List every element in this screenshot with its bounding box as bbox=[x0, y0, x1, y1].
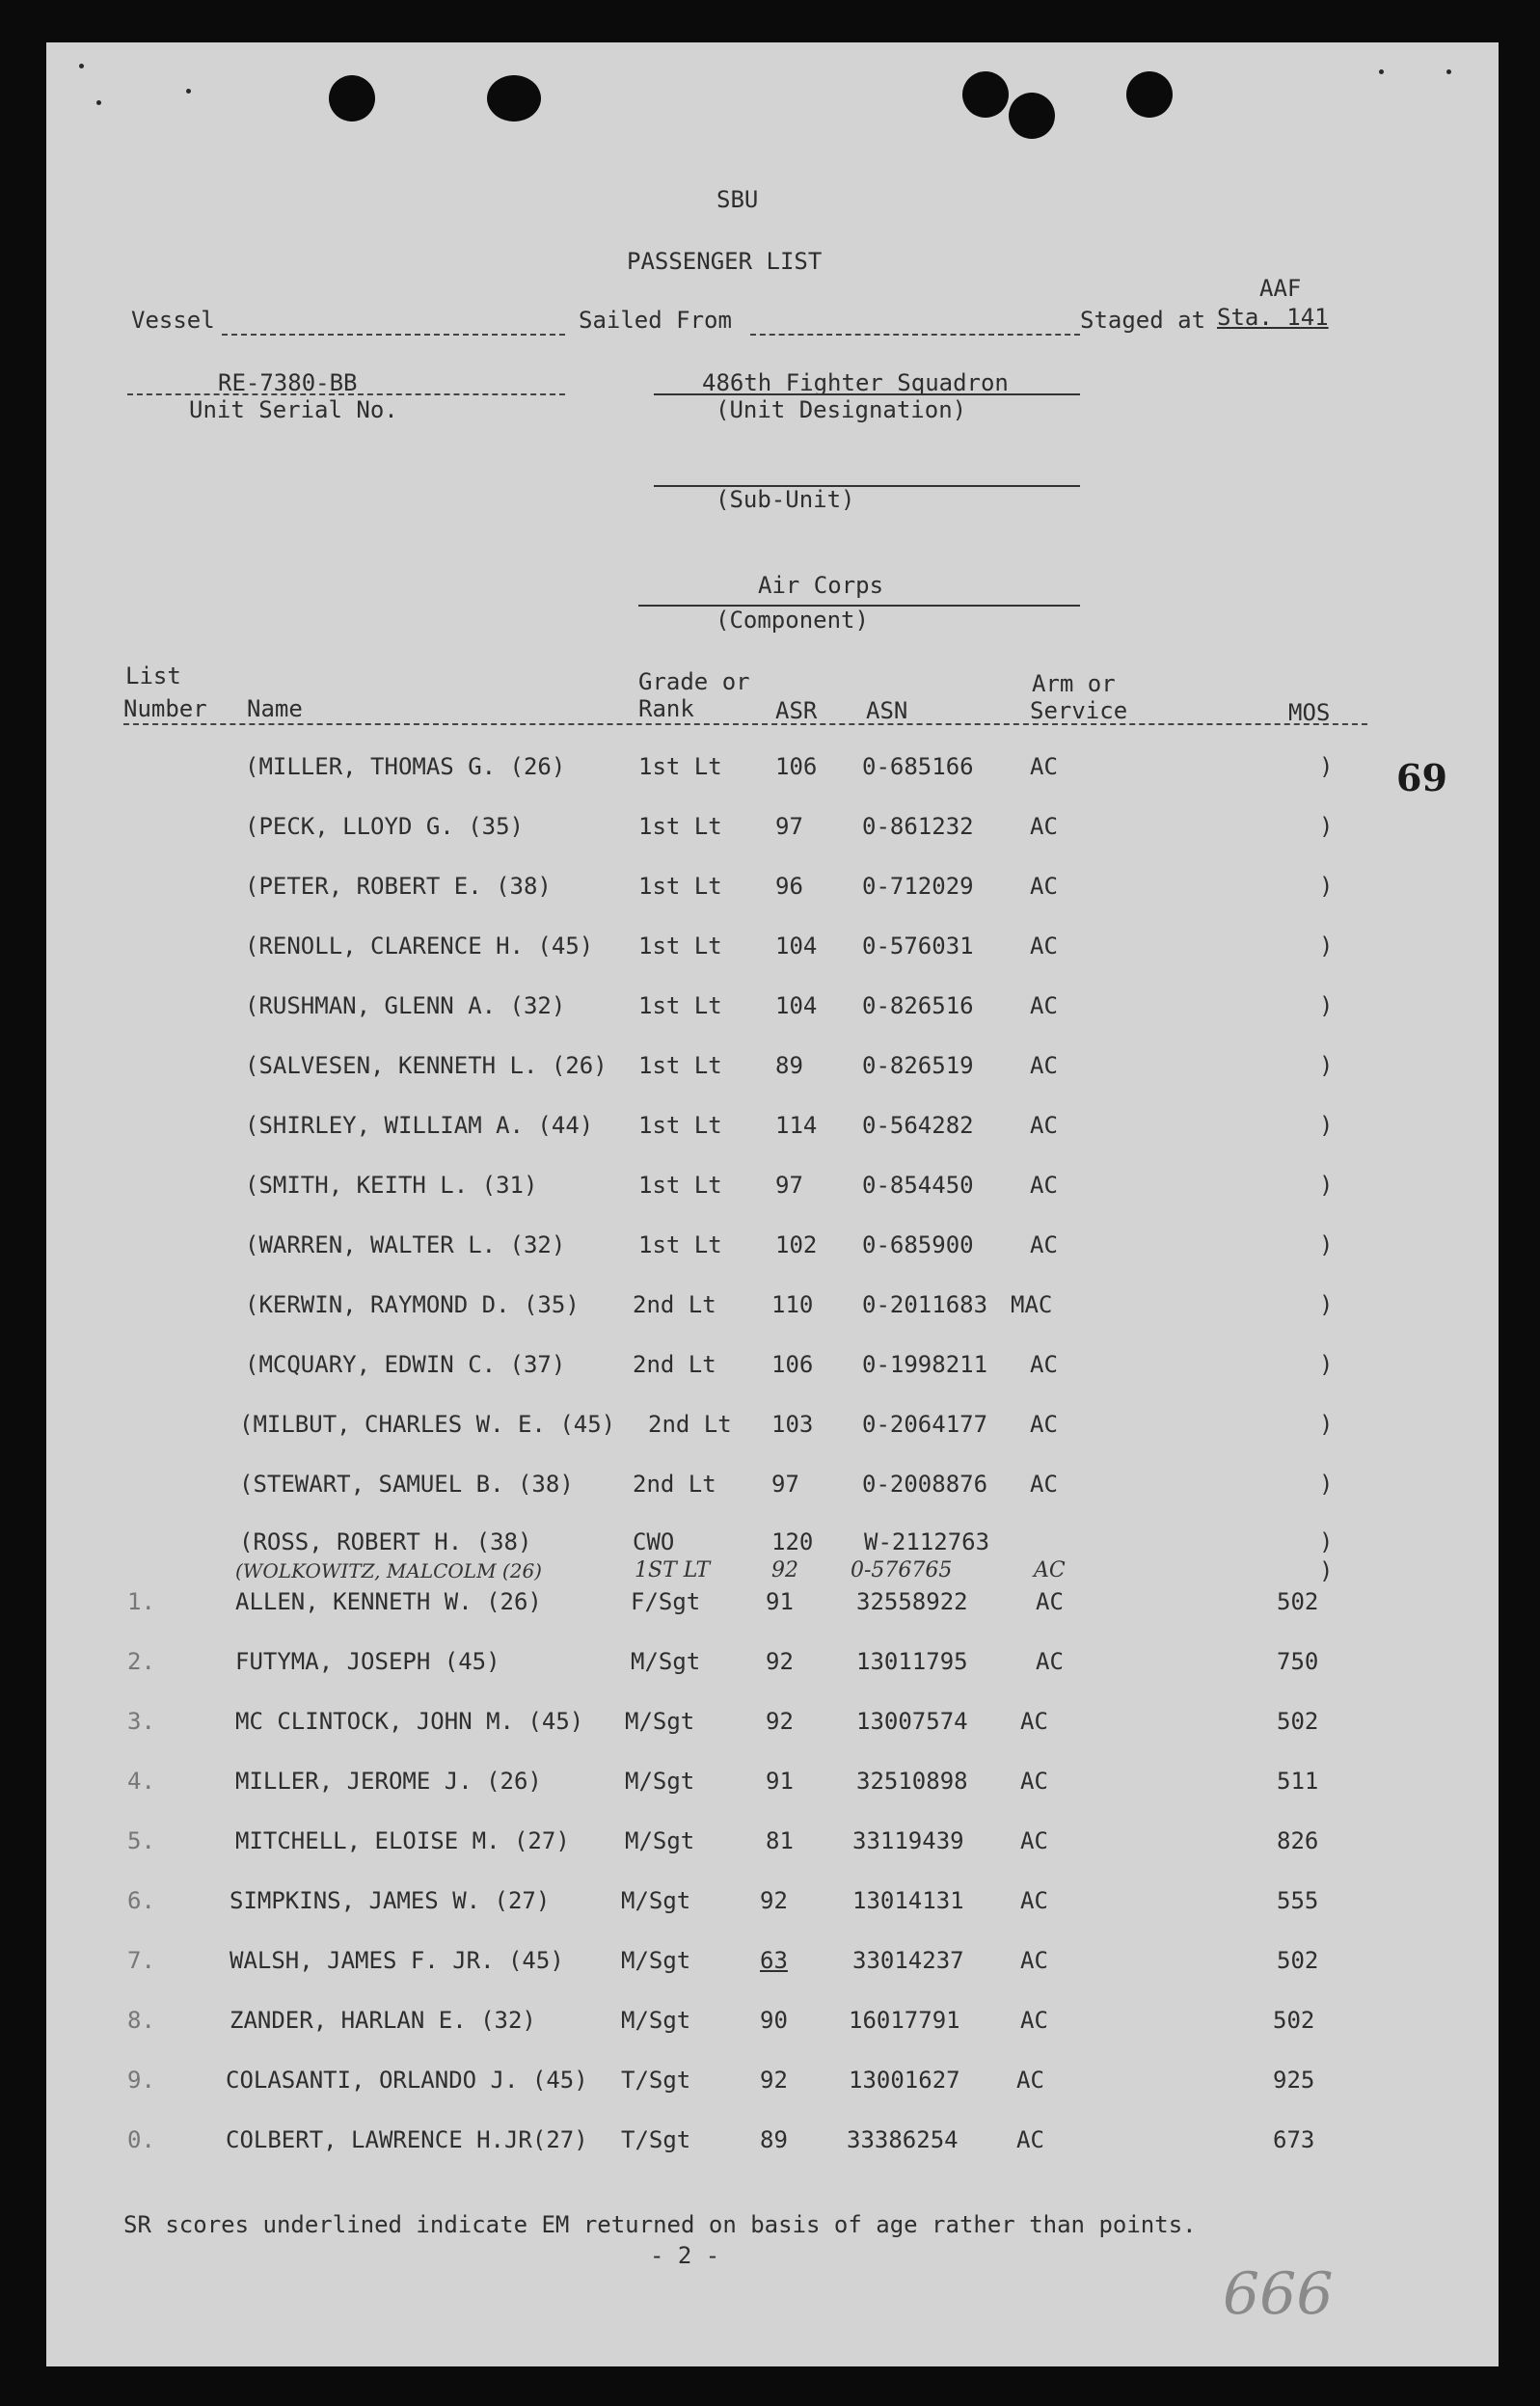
cell-asr: 96 bbox=[775, 873, 803, 900]
cell-asn: 13011795 bbox=[856, 1648, 968, 1675]
cell-name: (MCQUARY, EDWIN C. (37) bbox=[245, 1351, 566, 1378]
cell-arm: AC bbox=[1030, 873, 1058, 900]
cell-asr: 90 bbox=[760, 2007, 788, 2034]
cell-name: (ROSS, ROBERT H. (38) bbox=[239, 1528, 532, 1555]
cell-mos: ) bbox=[1319, 1291, 1334, 1318]
cell-asr: 97 bbox=[771, 1471, 799, 1498]
cell-name: (SALVESEN, KENNETH L. (26) bbox=[245, 1052, 608, 1079]
cell-arm: AC bbox=[1036, 1648, 1064, 1675]
cell-mos: ) bbox=[1319, 1411, 1334, 1438]
col-asr: ASR bbox=[775, 697, 818, 724]
punch-hole bbox=[1009, 93, 1055, 139]
cell-rank: CWO bbox=[633, 1528, 675, 1555]
col-service: Service bbox=[1030, 697, 1128, 724]
cell-name: (STEWART, SAMUEL B. (38) bbox=[239, 1471, 574, 1498]
cell-asn: 0-826519 bbox=[862, 1052, 974, 1079]
cell-asr: 92 bbox=[760, 1887, 788, 1914]
cell-name: (PETER, ROBERT E. (38) bbox=[245, 873, 552, 900]
staged-at-value: Sta. 141 bbox=[1217, 304, 1329, 331]
cell-arm: AC bbox=[1036, 1588, 1064, 1615]
page-marker: 69 bbox=[1396, 756, 1447, 799]
cell-name: (SMITH, KEITH L. (31) bbox=[245, 1172, 538, 1199]
cell-mos: ) bbox=[1319, 1557, 1334, 1584]
col-mos: MOS bbox=[1288, 699, 1331, 726]
table-row bbox=[46, 1111, 1499, 1146]
cell-asn: 0-854450 bbox=[862, 1172, 974, 1199]
cell-asn: 32558922 bbox=[856, 1588, 968, 1615]
cell-rank: 2nd Lt bbox=[633, 1351, 716, 1378]
cell-arm: AC bbox=[1030, 753, 1058, 780]
cell-rank: M/Sgt bbox=[625, 1768, 695, 1795]
cell-mos: ) bbox=[1319, 873, 1334, 900]
cell-rank: 1st Lt bbox=[638, 1052, 722, 1079]
cell-name: (MILLER, THOMAS G. (26) bbox=[245, 753, 566, 780]
table-row bbox=[46, 752, 1499, 787]
cell-asn: 0-685166 bbox=[862, 753, 974, 780]
cell-mos: ) bbox=[1319, 813, 1334, 840]
cell-mos: 502 bbox=[1277, 1947, 1319, 1974]
cell-rank: T/Sgt bbox=[621, 2126, 691, 2153]
cell-asn: 32510898 bbox=[856, 1768, 968, 1795]
document-page bbox=[46, 42, 1499, 2366]
cell-number: 7. bbox=[127, 1947, 155, 1974]
cell-asn: 0-2064177 bbox=[862, 1411, 988, 1438]
cell-mos: 826 bbox=[1277, 1827, 1319, 1854]
table-row bbox=[46, 2125, 1499, 2160]
cell-name: FUTYMA, JOSEPH (45) bbox=[235, 1648, 500, 1675]
component-value: Air Corps bbox=[758, 572, 884, 599]
cell-mos: 750 bbox=[1277, 1648, 1319, 1675]
cell-asr: 97 bbox=[775, 1172, 803, 1199]
cell-rank: 1st Lt bbox=[638, 1231, 722, 1258]
paper-speck bbox=[79, 64, 84, 68]
cell-asr: 89 bbox=[775, 1052, 803, 1079]
cell-asn: 0-685900 bbox=[862, 1231, 974, 1258]
cell-name: COLASANTI, ORLANDO J. (45) bbox=[226, 2067, 588, 2094]
cell-mos: ) bbox=[1319, 1172, 1334, 1199]
col-grade: Grade or bbox=[638, 668, 750, 695]
cell-number: 6. bbox=[127, 1887, 155, 1914]
cell-asr: 89 bbox=[760, 2126, 788, 2153]
punch-hole bbox=[487, 75, 541, 122]
paper-speck bbox=[186, 89, 191, 94]
cell-name: ZANDER, HARLAN E. (32) bbox=[230, 2007, 536, 2034]
col-rank: Rank bbox=[638, 695, 694, 722]
cell-name: ALLEN, KENNETH W. (26) bbox=[235, 1588, 542, 1615]
cell-asr: 91 bbox=[766, 1768, 794, 1795]
cell-arm: AC bbox=[1030, 1112, 1058, 1139]
cell-number: 9. bbox=[127, 2067, 155, 2094]
cell-arm: AC bbox=[1016, 2126, 1044, 2153]
unit-serial-label: Unit Serial No. bbox=[189, 396, 398, 423]
cell-mos: 511 bbox=[1277, 1768, 1319, 1795]
cell-rank: M/Sgt bbox=[621, 1947, 691, 1974]
cell-asn: 0-2011683 bbox=[862, 1291, 988, 1318]
cell-arm: AC bbox=[1030, 1231, 1058, 1258]
cell-rank: M/Sgt bbox=[621, 2007, 691, 2034]
cell-arm: AC bbox=[1030, 1471, 1058, 1498]
col-number: Number bbox=[123, 695, 207, 722]
table-row bbox=[46, 1290, 1499, 1325]
cell-number: 0. bbox=[127, 2126, 155, 2153]
page-number: - 2 - bbox=[650, 2242, 720, 2269]
cell-asn: 13001627 bbox=[849, 2067, 960, 2094]
cell-mos: ) bbox=[1319, 1052, 1334, 1079]
cell-asn: 33119439 bbox=[852, 1827, 964, 1854]
cell-name: MILLER, JEROME J. (26) bbox=[235, 1768, 542, 1795]
cell-arm: AC bbox=[1030, 813, 1058, 840]
cell-arm: AC bbox=[1016, 2067, 1044, 2094]
cell-asn: 13007574 bbox=[856, 1708, 968, 1735]
handwritten-page-number: 666 bbox=[1223, 2260, 1334, 2328]
cell-asn: 0-826516 bbox=[862, 992, 974, 1019]
cell-arm: AC bbox=[1020, 1708, 1048, 1735]
cell-asn: 0-576765 bbox=[851, 1558, 953, 1582]
cell-arm: AC bbox=[1030, 933, 1058, 960]
punch-hole bbox=[962, 71, 1009, 118]
cell-arm: AC bbox=[1034, 1558, 1066, 1582]
staged-at-label: Staged at bbox=[1080, 307, 1206, 334]
table-row bbox=[46, 1410, 1499, 1445]
cell-number: 4. bbox=[127, 1768, 155, 1795]
table-row bbox=[46, 1350, 1499, 1385]
table-row bbox=[46, 1707, 1499, 1742]
office-heading: SBU bbox=[716, 186, 759, 213]
cell-asr: 102 bbox=[775, 1231, 818, 1258]
footer-note: SR scores underlined indicate EM returned on basis of age rather than points. bbox=[123, 2211, 1197, 2238]
cell-arm: AC bbox=[1020, 1827, 1048, 1854]
cell-mos: ) bbox=[1319, 1351, 1334, 1378]
cell-asn: 16017791 bbox=[849, 2007, 960, 2034]
cell-rank: 1st Lt bbox=[638, 753, 722, 780]
cell-rank: 1st Lt bbox=[638, 933, 722, 960]
table-row bbox=[46, 812, 1499, 847]
col-asn: ASN bbox=[866, 697, 908, 724]
cell-name: (MILBUT, CHARLES W. E. (45) bbox=[239, 1411, 616, 1438]
cell-asn: 0-712029 bbox=[862, 873, 974, 900]
cell-arm: AC bbox=[1030, 1351, 1058, 1378]
table-row bbox=[46, 932, 1499, 966]
unit-serial-value: RE-7380-BB bbox=[218, 369, 358, 396]
table-row bbox=[46, 1946, 1499, 1981]
cell-asr: 97 bbox=[775, 813, 803, 840]
cell-rank: 1ST LT bbox=[635, 1558, 711, 1582]
table-row bbox=[46, 2066, 1499, 2100]
cell-mos: ) bbox=[1319, 1528, 1334, 1555]
cell-asr: 92 bbox=[771, 1558, 798, 1582]
cell-rank: 2nd Lt bbox=[633, 1291, 716, 1318]
cell-mos: ) bbox=[1319, 933, 1334, 960]
header-rule bbox=[123, 723, 1367, 725]
cell-rank: 1st Lt bbox=[638, 992, 722, 1019]
cell-name: (SHIRLEY, WILLIAM A. (44) bbox=[245, 1112, 594, 1139]
paper-speck bbox=[96, 100, 101, 105]
cell-asr: 120 bbox=[771, 1528, 814, 1555]
paper-speck bbox=[1446, 69, 1451, 74]
cell-rank: T/Sgt bbox=[621, 2067, 691, 2094]
cell-asr: 91 bbox=[766, 1588, 794, 1615]
cell-rank: M/Sgt bbox=[625, 1708, 695, 1735]
cell-number: 3. bbox=[127, 1708, 155, 1735]
cell-mos: ) bbox=[1319, 753, 1334, 780]
cell-asr-underlined: 63 bbox=[760, 1947, 788, 1974]
cell-mos: ) bbox=[1319, 992, 1334, 1019]
cell-mos: 502 bbox=[1273, 2007, 1315, 2034]
col-list: List bbox=[125, 662, 181, 689]
table-row bbox=[46, 872, 1499, 906]
cell-asr: 106 bbox=[771, 1351, 814, 1378]
table-row bbox=[46, 2006, 1499, 2041]
cell-asn: 0-576031 bbox=[862, 933, 974, 960]
cell-arm: MAC bbox=[1011, 1291, 1053, 1318]
cell-number: 5. bbox=[127, 1827, 155, 1854]
cell-name: (WOLKOWITZ, MALCOLM (26) bbox=[235, 1559, 542, 1582]
cell-mos: ) bbox=[1319, 1231, 1334, 1258]
cell-asr: 92 bbox=[760, 2067, 788, 2094]
unit-designation-value: 486th Fighter Squadron bbox=[702, 369, 1009, 396]
cell-asn: 0-564282 bbox=[862, 1112, 974, 1139]
cell-asn: 13014131 bbox=[852, 1887, 964, 1914]
cell-asr: 114 bbox=[775, 1112, 818, 1139]
cell-asr: 106 bbox=[775, 753, 818, 780]
table-row bbox=[46, 1886, 1499, 1921]
cell-arm: AC bbox=[1020, 1887, 1048, 1914]
cell-asn: 33014237 bbox=[852, 1947, 964, 1974]
vessel-label: Vessel bbox=[131, 307, 215, 334]
cell-rank: M/Sgt bbox=[621, 1887, 691, 1914]
punch-hole bbox=[329, 75, 375, 122]
table-row bbox=[46, 1587, 1499, 1622]
cell-asn: 0-2008876 bbox=[862, 1471, 988, 1498]
cell-rank: F/Sgt bbox=[631, 1588, 701, 1615]
cell-name: COLBERT, LAWRENCE H.JR(27) bbox=[226, 2126, 588, 2153]
table-row bbox=[46, 1051, 1499, 1086]
table-row bbox=[46, 1767, 1499, 1801]
table-row bbox=[46, 1171, 1499, 1205]
cell-number: 2. bbox=[127, 1648, 155, 1675]
col-arm: Arm or bbox=[1032, 670, 1116, 697]
cell-asr: 103 bbox=[771, 1411, 814, 1438]
cell-asr: 92 bbox=[766, 1708, 794, 1735]
cell-arm: AC bbox=[1030, 1052, 1058, 1079]
cell-asn: 0-861232 bbox=[862, 813, 974, 840]
punch-hole bbox=[1126, 71, 1173, 118]
table-row bbox=[46, 1470, 1499, 1504]
cell-mos: 673 bbox=[1273, 2126, 1315, 2153]
cell-arm: AC bbox=[1030, 1411, 1058, 1438]
cell-number: 8. bbox=[127, 2007, 155, 2034]
table-row bbox=[46, 1230, 1499, 1265]
paper-speck bbox=[1379, 69, 1384, 74]
cell-mos: 502 bbox=[1277, 1588, 1319, 1615]
cell-asn: 0-1998211 bbox=[862, 1351, 988, 1378]
cell-name: WALSH, JAMES F. JR. (45) bbox=[230, 1947, 564, 1974]
sub-unit-label: (Sub-Unit) bbox=[716, 486, 855, 513]
cell-name: MC CLINTOCK, JOHN M. (45) bbox=[235, 1708, 584, 1735]
cell-mos: ) bbox=[1319, 1112, 1334, 1139]
cell-asr: 81 bbox=[766, 1827, 794, 1854]
cell-name: (RUSHMAN, GLENN A. (32) bbox=[245, 992, 566, 1019]
cell-arm: AC bbox=[1030, 1172, 1058, 1199]
cell-rank: 1st Lt bbox=[638, 813, 722, 840]
cell-name: (PECK, LLOYD G. (35) bbox=[245, 813, 524, 840]
vessel-blank bbox=[222, 334, 565, 336]
cell-name: (KERWIN, RAYMOND D. (35) bbox=[245, 1291, 580, 1318]
cell-name: (RENOLL, CLARENCE H. (45) bbox=[245, 933, 594, 960]
cell-number: 1. bbox=[127, 1588, 155, 1615]
cell-asr: 104 bbox=[775, 992, 818, 1019]
cell-mos: 502 bbox=[1277, 1708, 1319, 1735]
cell-rank: 1st Lt bbox=[638, 1172, 722, 1199]
cell-arm: AC bbox=[1020, 2007, 1048, 2034]
cell-rank: M/Sgt bbox=[631, 1648, 701, 1675]
table-row bbox=[46, 991, 1499, 1026]
cell-arm: AC bbox=[1030, 992, 1058, 1019]
cell-rank: M/Sgt bbox=[625, 1827, 695, 1854]
cell-arm: AC bbox=[1020, 1947, 1048, 1974]
component-label: (Component) bbox=[716, 607, 869, 634]
table-row bbox=[46, 1647, 1499, 1682]
cell-asr: 92 bbox=[766, 1648, 794, 1675]
cell-rank: 1st Lt bbox=[638, 1112, 722, 1139]
cell-mos: ) bbox=[1319, 1471, 1334, 1498]
unit-designation-label: (Unit Designation) bbox=[716, 396, 967, 423]
document-title: PASSENGER LIST bbox=[627, 248, 823, 275]
cell-asn: W-2112763 bbox=[864, 1528, 990, 1555]
cell-rank: 2nd Lt bbox=[633, 1471, 716, 1498]
sailed-from-label: Sailed From bbox=[579, 307, 732, 334]
cell-name: MITCHELL, ELOISE M. (27) bbox=[235, 1827, 570, 1854]
col-name: Name bbox=[247, 695, 303, 722]
sailed-from-blank bbox=[750, 334, 1080, 336]
cell-arm: AC bbox=[1020, 1768, 1048, 1795]
cell-name: (WARREN, WALTER L. (32) bbox=[245, 1231, 566, 1258]
handwritten-row bbox=[46, 1556, 1499, 1591]
cell-name: SIMPKINS, JAMES W. (27) bbox=[230, 1887, 551, 1914]
cell-mos: 555 bbox=[1277, 1887, 1319, 1914]
cell-asn: 33386254 bbox=[847, 2126, 959, 2153]
cell-rank: 2nd Lt bbox=[648, 1411, 732, 1438]
table-row bbox=[46, 1826, 1499, 1861]
cell-asr: 110 bbox=[771, 1291, 814, 1318]
cell-asr: 104 bbox=[775, 933, 818, 960]
aaf-label: AAF bbox=[1259, 275, 1302, 302]
cell-mos: 925 bbox=[1273, 2067, 1315, 2094]
cell-rank: 1st Lt bbox=[638, 873, 722, 900]
